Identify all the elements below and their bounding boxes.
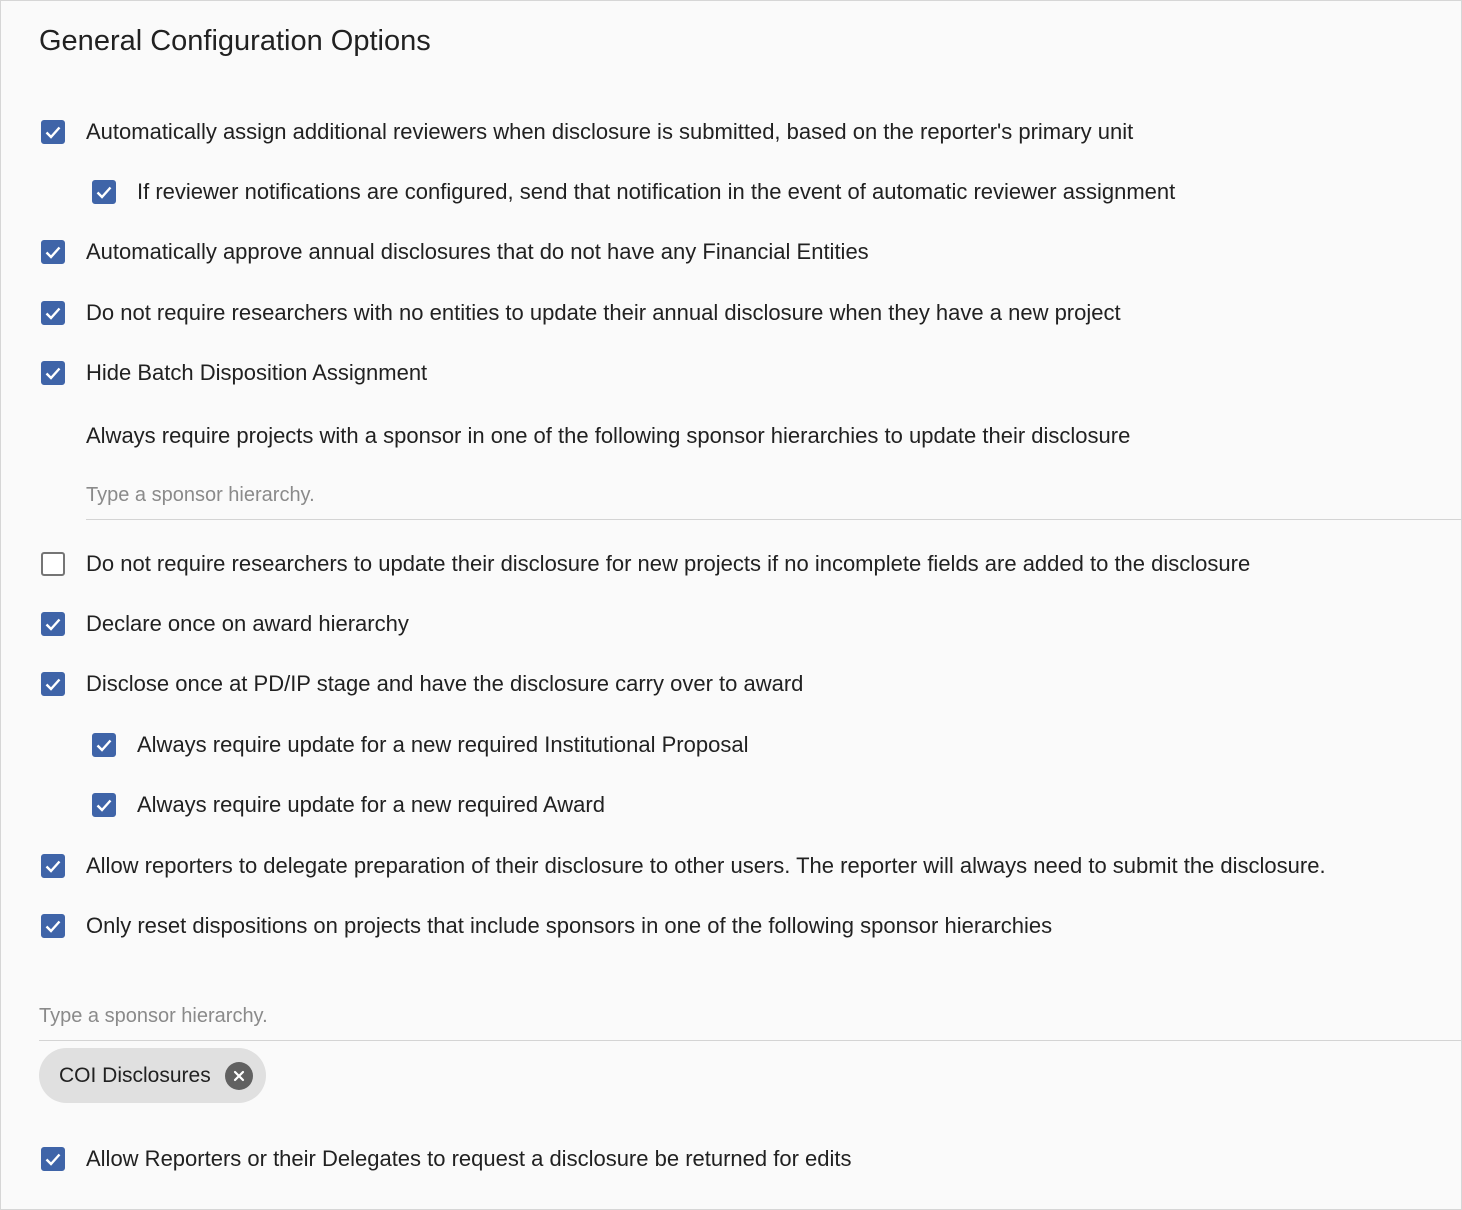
option-label: Do not require researchers to update their disclosure for new projects if no incomplete fields are added to the disclosure — [86, 551, 1251, 576]
option-label: Automatically assign additional reviewers when disclosure is submitted, based on the reporter's primary unit — [86, 119, 1134, 144]
option-no-update-incomplete-fields[interactable] — [41, 547, 1250, 581]
option-declare-once-award[interactable] — [41, 607, 409, 641]
option-label: Only reset dispositions on projects that include sponsors in one of the following sponsor hierarchies — [86, 913, 1053, 938]
checkmark-icon — [44, 123, 62, 141]
option-allow-delegation[interactable] — [41, 849, 1326, 883]
checkbox-checked-icon[interactable] — [92, 180, 116, 204]
option-require-update-award[interactable] — [92, 788, 605, 822]
option-label: Always require update for a new required Award — [137, 792, 605, 817]
option-reset-dispositions[interactable] — [41, 909, 1052, 943]
checkmark-icon — [44, 615, 62, 633]
checkmark-icon — [95, 736, 113, 754]
option-no-entities-no-update[interactable] — [41, 296, 1121, 330]
option-label: Hide Batch Disposition Assignment — [86, 360, 428, 385]
checkbox-checked-icon[interactable] — [41, 672, 65, 696]
checkbox-unchecked-icon[interactable] — [41, 552, 65, 576]
option-disclose-once-pdip[interactable] — [41, 667, 803, 701]
checkbox-checked-icon[interactable] — [41, 120, 65, 144]
option-label: Do not require researchers with no entities to update their annual disclosure when they have a new project — [86, 300, 1121, 325]
option-label: Allow Reporters or their Delegates to request a disclosure be returned for edits — [86, 1146, 852, 1171]
option-label: Automatically approve annual disclosures that do not have any Financial Entities — [86, 239, 869, 264]
sponsor-requirement-label: Always require projects with a sponsor in one of the following sponsor hierarchies to update their disclosure — [86, 423, 1131, 448]
sponsor-hierarchy-input[interactable] — [86, 471, 1462, 520]
checkmark-icon — [44, 675, 62, 693]
hierarchy-chip — [39, 1048, 266, 1103]
option-hide-batch-disposition[interactable] — [41, 356, 427, 390]
reset-dispositions-hierarchy-input[interactable] — [39, 992, 1462, 1041]
checkbox-checked-icon[interactable] — [41, 240, 65, 264]
option-label: If reviewer notifications are configured, send that notification in the event of automatic reviewer assignment — [137, 179, 1176, 204]
checkbox-checked-icon[interactable] — [41, 361, 65, 385]
checkbox-checked-icon[interactable] — [92, 793, 116, 817]
chip-label: COI Disclosures — [59, 1063, 211, 1087]
checkmark-icon — [44, 243, 62, 261]
checkbox-checked-icon[interactable] — [41, 1147, 65, 1171]
checkmark-icon — [44, 304, 62, 322]
option-label: Disclose once at PD/IP stage and have the disclosure carry over to award — [86, 671, 804, 696]
checkmark-icon — [95, 796, 113, 814]
option-auto-approve-annual[interactable] — [41, 235, 869, 269]
option-label: Always require update for a new required Institutional Proposal — [137, 732, 749, 757]
checkbox-checked-icon[interactable] — [41, 914, 65, 938]
option-reviewer-notification[interactable] — [92, 175, 1175, 209]
checkmark-icon — [44, 1150, 62, 1168]
section-title: General Configuration Options — [39, 25, 431, 57]
close-circle-icon[interactable] — [225, 1062, 253, 1090]
option-label: Allow reporters to delegate preparation of their disclosure to other users. The reporter will always need to submit the disclosure. — [86, 853, 1326, 878]
checkmark-icon — [44, 857, 62, 875]
option-require-update-ip[interactable] — [92, 728, 748, 762]
option-allow-return-for-edits[interactable] — [41, 1142, 852, 1176]
checkmark-icon — [44, 917, 62, 935]
checkbox-checked-icon[interactable] — [41, 301, 65, 325]
checkbox-checked-icon[interactable] — [41, 612, 65, 636]
checkmark-icon — [95, 183, 113, 201]
option-auto-assign-reviewers[interactable] — [41, 115, 1133, 149]
option-label: Declare once on award hierarchy — [86, 611, 409, 636]
checkbox-checked-icon[interactable] — [41, 854, 65, 878]
checkbox-checked-icon[interactable] — [92, 733, 116, 757]
checkmark-icon — [44, 364, 62, 382]
